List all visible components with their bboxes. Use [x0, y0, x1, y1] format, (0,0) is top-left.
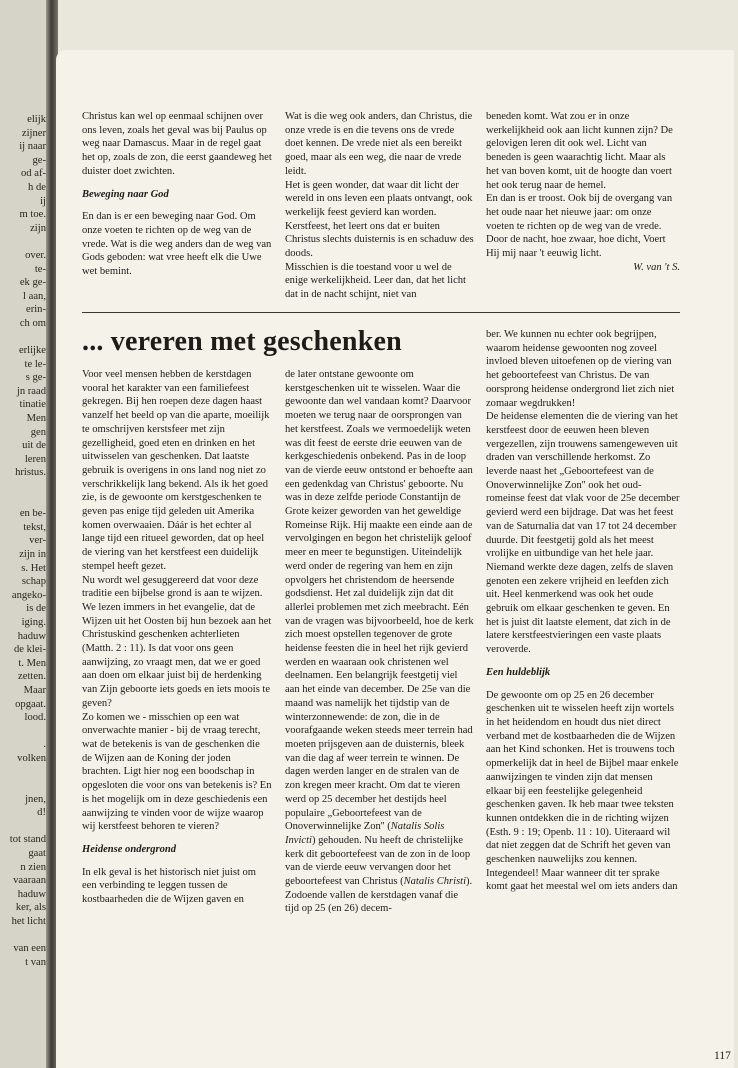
facing-page-line: is de	[26, 603, 46, 615]
paragraph: Christus kan wel op eenmaal schijnen over ons leven, zoals het geval was bij Paulus op weg naar Damascus. Maar in de regel gaat het op, zoals de zon, die eerst gaandeweg het duister doet zwichten.	[82, 111, 272, 177]
facing-page-line	[0, 779, 46, 793]
paragraph: Wat is die weg ook anders, dan Christus, die onze vrede is en die tevens ons de vrede doet kennen. De vrede niet als een bereikt goed, maar als een weg, die naar de vrede leidt.	[285, 111, 473, 177]
text-run: de later ontstane gewoonte om kerstgeschenken uit te wisselen. Waar die gewoonte dan wel vandaan komt? Daarvoor moeten we terug naar de oorsprongen van het kerstfeest. Zoals we vermoedelijk weten was dit feest de eerste drie eeuwen van de kerkgeschiedenis onbekend. Pas in de loop van de vierde eeuw ontstond er behoefte aan een gedenkdag van Christus' geboorte. Nu was in deze zelfde periode Constantijn de Grote keizer geworden van het geweldige Romeinse Rijk. Hij maakte een einde aan de vervolgingen en begon het christelijk geloof meer en meer te begunstigen. Uiteindelijk werd onder de regering van hem en zijn opvolgers het christendom de heersende godsdienst. Het zal duidelijk zijn dat dit allerlei problemen met zich meebracht. Eén van de vragen was bijvoorbeeld, hoe de kerk zich moest opstellen tegenover de grote heidense feesten die in heel het rijk gevierd werden en waaraan ook christenen wel deelnamen. Een belangrijk feestgetij viel aan het einde van december. De 25e van die maand was namelijk het tijdstip van de winterzonnewende: de zon, die in de voorafgaande weken steeds meer terrein had moeten prijsgeven aan de duisternis, bleek van die dag af weer terrein te winnen. De dagen werden langer en de stralen van de zon kregen meer kracht. Om dat te vieren werd op 25 december het destijds heel populaire „Geboortefeest van de Onoverwinnelijke Zon'' (	[285, 369, 474, 833]
section-divider	[82, 312, 680, 313]
facing-page-line: ge-	[32, 154, 46, 166]
facing-page-line: opgaat.	[15, 698, 46, 710]
facing-page-line: de klei-	[13, 644, 46, 656]
paragraph: De gewoonte om op 25 en 26 december geschenken uit te wisselen heeft zijn wortels in het heidendom en houdt dus niet direct verband met de kostbaarheden die de Wijzen aan het Kind schonken. Het is trouwens toch opmerkelijk dat in heel de Bijbel maar enkele aanwijzingen te vinden zijn dat mensen elkaar bij een feestelijke gelegenheid geschenken gaven. Ik heb maar twee teksten kunnen ontdekken die in de richting wijzen (Esth. 9 : 19; Openb. 11 : 10). Uiteraard wil dat niet zeggen dat de Schrift het geven van geschenken nauwelijks zou kennen. Integendeel! Maar wanneer dit ter sprake komt gaat het meestal wel om iets anders dan	[486, 689, 679, 893]
paragraph: En dan is er troost. Ook bij de overgang van het oude naar het nieuwe jaar: om onze voeten te richten op de weg van de vrede.	[486, 193, 673, 232]
facing-page-line: s. Het	[21, 562, 46, 574]
facing-page-line	[0, 331, 46, 345]
paragraph: Zo komen we - misschien op een wat onverwachte manier - bij de vraag terecht, wat de betekenis is van de geschenken die de Wijzen aan de Koning der joden brachten. Ligt hier nog een boodschap in opgesloten die voor ons van betekenis is? En is het mogelijk om in deze geschiedenis een aanwijzing te vinden voor de wijze waarop wij kerstfeest behoren te vieren?	[82, 711, 272, 833]
latin-term: Natalis Solis Invicti	[285, 821, 445, 846]
facing-page-line: van een	[13, 943, 46, 955]
facing-page-line: erin-	[26, 304, 46, 316]
upper-column-2	[285, 110, 474, 302]
facing-page-line: Maar	[23, 684, 46, 696]
paragraph: Misschien is die toestand voor u wel de enige werkelijkheid. Leer dan, dat het licht dat in de nacht schijnt, niet van	[285, 261, 466, 301]
facing-page-line: ch om	[19, 317, 46, 329]
article-column-2	[285, 368, 474, 916]
section-heading: Beweging naar God	[82, 188, 169, 200]
paragraph: ber. We kunnen nu echter ook begrijpen, waarom heidense gewoonten nog zoveel invloed bleven uitoefenen op de viering van het geboortefeest van Christus. De van oorsprong heidense ondergrond liet zich niet zomaar wegdrukken!	[486, 329, 675, 409]
facing-page-line: lood.	[24, 712, 46, 724]
facing-page-line: n zien	[20, 861, 46, 873]
facing-page-line: zijn	[30, 222, 46, 234]
facing-page-line: zijner	[21, 127, 46, 139]
text-run: ) gehouden. Nu heeft de christelijke kerk dit geboortefeest van de zon in de loop van de vierde eeuw vervangen door het geboortefeest van Christus (	[285, 834, 471, 888]
latin-term: Natalis Christi	[403, 876, 467, 888]
facing-page-line: zijn in	[19, 549, 46, 560]
facing-page-line: tot stand	[9, 834, 46, 846]
facing-page-line: jnen,	[25, 793, 46, 805]
facing-page-line: d!	[37, 807, 46, 819]
article-column-3	[486, 328, 680, 894]
facing-page-line: h de	[28, 181, 46, 193]
paragraph: Het is geen wonder, dat waar dit licht der wereld in ons leven een plaats ontvangt, ook werkelijk feest gevierd kan worden. Kerstfeest, het leert ons dat er buiten Christus slechts duisternis is en schaduw des doods.	[285, 179, 474, 260]
facing-page-line	[0, 480, 46, 494]
facing-page-line: haduw	[17, 888, 46, 900]
facing-page-line: elijk	[27, 114, 46, 125]
page-number: 117	[714, 1050, 731, 1062]
paragraph: Voor veel mensen hebben de kerstdagen vooral het karakter van een familiefeest gekregen. Bij hen roepen deze dagen haast vanzelf het beeld op van die aparte, moeilijk te omschrijven kerstsfeer met zijn gezelligheid, goed eten en drinken en het uitwisselen van geschenken. Dat laatste gebruik is overigens in ons land nog niet zo verschrikkelijk lang bekend. Als ik het goed zie, is de gewoonte om kerstgeschenken te geven pas enige tijd geleden uit Amerika komen overwaaien. Dáár is het echter al lange tijd een ritueel geworden, dat op heel de viering van het kerstfeest een duidelijk stempel heeft gezet.	[82, 369, 270, 572]
magazine-page	[56, 50, 734, 1068]
facing-page-line: od af-	[21, 168, 46, 180]
facing-page-line: t van	[25, 956, 46, 968]
facing-page-line: te le-	[24, 358, 46, 370]
facing-page-line: l aan,	[23, 290, 46, 302]
facing-page-line: ek ge-	[19, 277, 46, 289]
facing-page-line: tinatie	[19, 399, 46, 411]
facing-page-line: vaaraan	[13, 875, 46, 887]
facing-page-line: tekst,	[23, 521, 46, 533]
paragraph: De heidense elementen die de viering van het kerstfeest door de eeuwen heen bleven vergezellen, zijn trouwens samengeweven uit draden van verschillende herkomst. Zo leverde naast het „Geboortefeest van de Onoverwinnelijke Zon'' ook het oud-romeinse feest dat vlak voor de 25e december gevierd werd een bijdrage. Dat was het feest van de Saturnalia dat van 17 tot 24 december duurde. Dit feestgetij gold als het meest vrolijke en uitbundige van het hele jaar. Niemand werkte deze dagen, zelfs de slaven genoten een zekere vrijheid en leefden zich uit. Heel kenmerkend was ook het oude gebruik om elkaar geschenken te geven. En het is juist dit laatste element, dat zich in de latere kerstfeestvieringen een vaste plaats veroverde.	[486, 411, 680, 656]
facing-page-line: haduw	[17, 630, 46, 642]
facing-page-line	[0, 929, 46, 943]
section-heading: Heidense ondergrond	[82, 843, 177, 855]
facing-page-line: over.	[25, 249, 46, 261]
facing-page-line: m toe.	[19, 209, 46, 221]
facing-page-line: en be-	[19, 508, 46, 520]
facing-page-line: te-	[34, 263, 46, 275]
facing-page-line: ij naar	[19, 141, 46, 153]
facing-page-line: ker, als	[15, 902, 46, 914]
facing-page-line	[0, 766, 46, 780]
facing-page-line: uit de	[22, 440, 46, 452]
facing-page-line: het licht	[11, 916, 46, 928]
facing-page-line: hristus.	[15, 467, 46, 479]
upper-column-3	[486, 110, 680, 274]
facing-page-line	[0, 494, 46, 508]
facing-page-line: s ge-	[25, 372, 46, 384]
facing-page-line: ver-	[29, 535, 46, 547]
author-signature: W. van 't S.	[633, 261, 680, 273]
facing-page-line: t. Men	[18, 657, 46, 669]
facing-page-line: gaat	[28, 848, 46, 860]
facing-page-line: gen	[30, 426, 46, 438]
facing-page-line: .	[43, 739, 46, 751]
article-column-1	[82, 368, 272, 907]
paragraph: Nu wordt wel gesuggereerd dat voor deze traditie een bijbelse grond is aan te wijzen. We lezen immers in het evangelie, dat de Wijzen uit het Oosten bij hun bezoek aan het Christuskind geschenken achterlieten (Matth. 2 : 11). Is dat voor ons geen aanwijzing, zo vraagt men, dat we er goed aan doen om elkaar juist bij de herdenking van Zijn geboorte iets goeds en iets moois te geven?	[82, 574, 272, 709]
facing-page-line	[0, 725, 46, 739]
facing-page-line: schap	[21, 576, 46, 588]
section-heading: Een huldeblijk	[486, 666, 551, 678]
facing-page-text-fragments	[0, 113, 46, 969]
paragraph: In elk geval is het historisch niet juist om een verbinding te leggen tussen de kostbaarheden die de Wijzen gaven en	[82, 866, 256, 906]
facing-page-line: volken	[17, 752, 46, 764]
facing-page-line: leren	[24, 453, 46, 465]
facing-page-line: zetten.	[18, 671, 46, 683]
facing-page-line: Men	[26, 413, 46, 425]
facing-page-line	[0, 235, 46, 249]
article-title: ... vereren met geschenken	[82, 326, 402, 357]
text-run: ). Zodoende vallen de kerstdagen vanaf die tijd op 25 (en 26) decem-	[285, 876, 473, 915]
facing-page-line: erlijke	[18, 345, 46, 357]
paragraph: En dan is er een beweging naar God. Om onze voeten te richten op de weg van de vrede. Wat is die weg anders dan de weg van Gods geboden: wat vree heeft elk die Uwe wet bemint.	[82, 211, 272, 278]
upper-column-1	[82, 110, 272, 279]
facing-page-line	[0, 820, 46, 834]
facing-page-line: iging.	[21, 616, 46, 628]
paragraph	[285, 368, 474, 916]
facing-page-line: jn raad	[16, 385, 46, 397]
paragraph: beneden komt. Wat zou er in onze werkelijkheid ook aan licht kunnen zijn? De gelovigen leren dit ook wel. Licht van beneden is geen waarachtig licht. Maar als het van boven komt, uit de hoogte dan voert het ook terug naar de hemel.	[486, 111, 673, 191]
poem-lines: Door de nacht, hoe zwaar, hoe dicht, Voert Hij mij naar 't eeuwig licht.	[486, 234, 666, 260]
facing-page-line: ij	[40, 195, 46, 207]
facing-page-line: angeko-	[11, 589, 46, 601]
